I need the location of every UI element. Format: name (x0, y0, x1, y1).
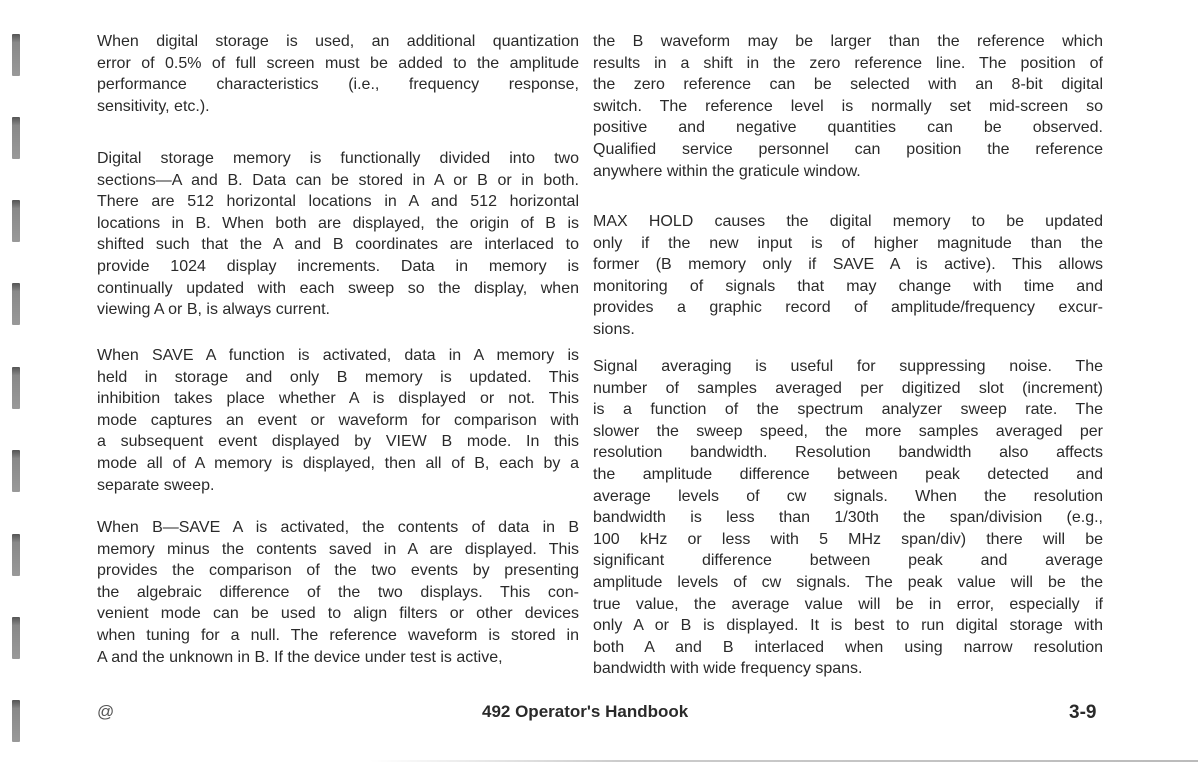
text-line: 100 kHz or less with 5 MHz span/div) there will be (593, 530, 1103, 548)
text-line: When B—SAVE A is activated, the contents of data in B (97, 519, 579, 536)
text-line: error of 0.5% of full screen must be added to the amplitude (97, 54, 579, 72)
text-line: anywhere within the graticule window. (593, 162, 861, 180)
binder-mark (12, 367, 20, 409)
binder-mark (12, 700, 20, 742)
text-line: continually updated with each sweep so the display, when (97, 279, 579, 297)
text-line: mode captures an event or waveform for comparison with (97, 411, 579, 429)
paragraph-zero-reference (593, 31, 1103, 182)
text-line: Qualified service personnel can position the reference (593, 140, 1103, 158)
text-line: separate sweep. (97, 476, 215, 494)
text-line: amplitude levels of cw signals. The peak value will be the (593, 573, 1103, 591)
footer-symbol: @ (97, 702, 115, 721)
text-line: provide 1024 display increments. Data in memory is (97, 257, 579, 275)
text-line: the B waveform may be larger than the reference which (593, 33, 1103, 50)
page-edge-line (370, 760, 1198, 762)
text-line: performance characteristics (i.e., frequency response, (97, 76, 579, 94)
page-number: 3-9 (1069, 702, 1097, 723)
text-line: resolution bandwidth. Resolution bandwidth also affects (593, 444, 1103, 462)
text-line: Signal averaging is useful for suppressing noise. The (593, 358, 1103, 375)
paragraph-memory-sections (97, 148, 579, 321)
text-line: memory minus the contents saved in A are displayed. This (97, 540, 579, 558)
text-line: true value, the average value will be in error, especially if (593, 595, 1103, 613)
text-line: bandwidth is less than 1/30th the span/division (e.g., (593, 509, 1103, 527)
text-line: held in storage and only B memory is updated. This (97, 368, 579, 386)
text-line: mode all of A memory is displayed, then all of B, each by a (97, 454, 579, 472)
text-line: provides the comparison of the two events by presenting (97, 562, 579, 580)
text-line: is a function of the spectrum analyzer sweep rate. The (593, 401, 1103, 419)
text-line: the zero reference can be selected with an 8-bit digital (593, 76, 1103, 94)
text-line: only A or B is displayed. It is best to run digital storage with (593, 617, 1103, 635)
text-line: both A and B interlaced when using narrow resolution (593, 638, 1103, 656)
paragraph-max-hold (593, 211, 1103, 341)
text-line: locations in B. When both are displayed, the origin of B is (97, 214, 579, 232)
text-line: positive and negative quantities can be observed. (593, 119, 1103, 137)
binder-mark (12, 450, 20, 492)
text-line: When digital storage is used, an additional quantization (97, 33, 579, 50)
text-line: inhibition takes place whether A is displayed or not. This (97, 390, 579, 408)
text-line: bandwidth with wide frequency spans. (593, 660, 863, 678)
text-line: number of samples averaged per digitized slot (increment) (593, 379, 1103, 397)
text-line: when tuning for a null. The reference waveform is stored in (97, 626, 579, 644)
binder-mark (12, 117, 20, 159)
text-line: venient mode can be used to align filters or other devices (97, 605, 579, 623)
binder-mark (12, 34, 20, 76)
binder-mark (12, 283, 20, 325)
text-line: Digital storage memory is functionally divided into two (97, 150, 579, 167)
binder-mark (12, 200, 20, 242)
text-line: sensitivity, etc.). (97, 97, 210, 115)
text-line: the algebraic difference of the two displays. This con- (97, 583, 579, 601)
text-line: sections—A and B. Data can be stored in A or B or in both. (97, 171, 579, 189)
footer-title: 492 Operator's Handbook (482, 702, 689, 721)
binder-mark (12, 617, 20, 659)
text-line: monitoring of signals that may change with time and (593, 277, 1103, 295)
text-line: shifted such that the A and B coordinates are interlaced to (97, 236, 579, 254)
text-line: average levels of cw signals. When the resolution (593, 487, 1103, 505)
text-line: sions. (593, 320, 635, 338)
text-line: the amplitude difference between peak detected and (593, 465, 1103, 483)
text-line: only if the new input is of higher magnitude than the (593, 234, 1103, 252)
text-line: viewing A or B, is always current. (97, 301, 330, 319)
text-line: significant difference between peak and average (593, 552, 1103, 570)
text-line: provides a graphic record of amplitude/frequency excur- (593, 299, 1103, 317)
paragraph-save-a (97, 345, 579, 496)
binder-mark (12, 534, 20, 576)
text-line: When SAVE A function is activated, data in A memory is (97, 347, 579, 364)
text-line: A and the unknown in B. If the device under test is active, (97, 648, 503, 666)
text-line: former (B memory only if SAVE A is active). This allows (593, 256, 1103, 274)
text-line: results in a shift in the zero reference line. The position of (593, 54, 1103, 72)
text-line: switch. The reference level is normally set mid-screen so (593, 97, 1103, 115)
paragraph-quantization-error (97, 31, 579, 117)
text-line: slower the sweep speed, the more samples averaged per (593, 422, 1103, 440)
text-line: MAX HOLD causes the digital memory to be updated (593, 213, 1103, 230)
text-line: There are 512 horizontal locations in A and 512 horizontal (97, 193, 579, 211)
text-line: a subsequent event displayed by VIEW B mode. In this (97, 433, 579, 451)
paragraph-signal-averaging (593, 356, 1103, 680)
paragraph-b-minus-save-a (97, 517, 579, 668)
